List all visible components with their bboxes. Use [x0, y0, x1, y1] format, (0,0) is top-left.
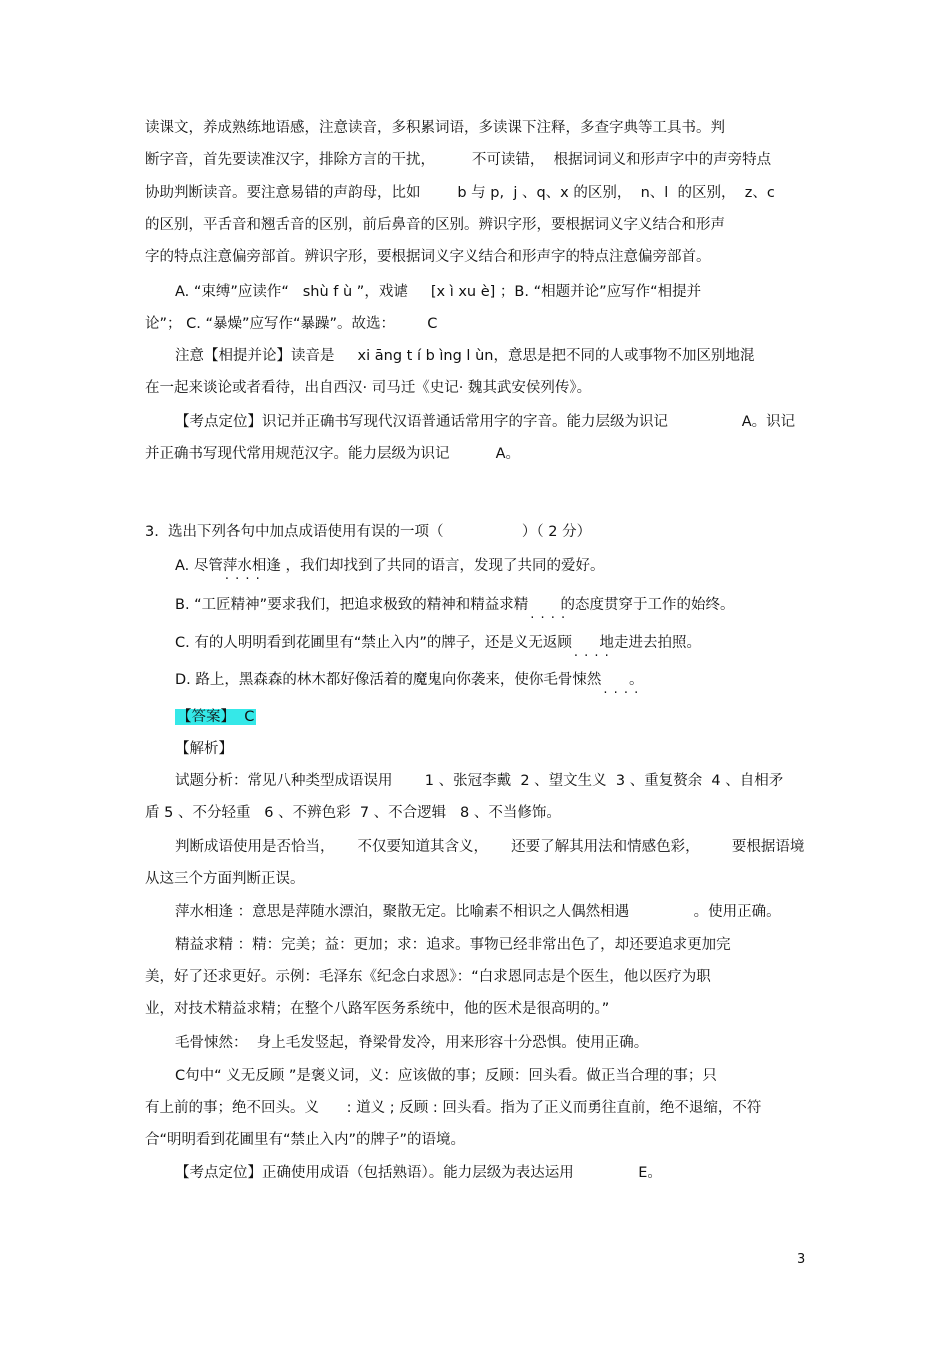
paragraph-line: 美，好了还求更好。示例：毛泽东《纪念白求恩》：“白求恩同志是个医生，他以医疗为职 — [145, 969, 711, 985]
analysis-title: 【解析】 — [175, 741, 233, 757]
paragraph-line: C句中“ 义无反顾 ”是褒义词，义：应该做的事；反顾：回头看。做正当合理的事；只 — [175, 1068, 717, 1084]
question-stem: 3. 选出下列各句中加点成语使用有误的一项（ ）（ 2 分） — [145, 524, 592, 540]
paragraph-line: 协助判断读音。要注意易错的声韵母，比如 b 与 p, j 、q、x 的区别， n、l 的区别， z、c — [145, 185, 775, 201]
paragraph-line: 从这三个方面判断正误。 — [145, 871, 305, 887]
paragraph-line: 在一起来谈论或者看待，出自西汉· 司马迁《史记· 魏其武安侯列传》。 — [145, 380, 592, 396]
paragraph-line: 合“明明看到花圃里有“禁止入内”的牌子”的语境。 — [145, 1132, 466, 1148]
emphasis-dots — [528, 595, 546, 615]
paragraph-line: A. “束缚”应读作“ shù f ù ”，戏谑 [x ì xu è] ；B. “相题并论”应写作“相提并 — [175, 284, 702, 300]
option-b: B. “工匠精神”要求我们，把追求极致的精神和精益求精 · · · · 的态度贯穿于工作的始终。 — [175, 595, 734, 615]
paragraph-line: 毛骨悚然： 身上毛发竖起，脊梁骨发冷，用来形容十分恐惧。使用正确。 — [175, 1035, 649, 1051]
paragraph-line: 试题分析：常见八种类型成语误用 1 、张冠李戴 2 、望文生义 3 、重复赘余 4 、自相矛 — [175, 773, 784, 789]
paragraph-line: 读课文，养成熟练地语感，注意读音，多积累词语，多读课下注释，多查字典等工具书。判 — [145, 120, 725, 136]
paragraph-line: 注意【相提并论】读音是 xi āng t í b ìng l ùn，意思是把不同的人或事物不加区别地混 — [175, 348, 755, 364]
paragraph-line: 并正确书写现代常用规范汉字。能力层级为识记 A。 — [145, 446, 521, 462]
paragraph-line: 萍水相逢 ：意思是萍随水漂泊，聚散无定。比喻素不相识之人偶然相遇 。使用正确。 — [175, 904, 781, 920]
paragraph-line: 判断成语使用是否恰当， 不仅要知道其含义， 还要了解其用法和情感色彩， 要根据语境 — [175, 839, 805, 855]
paragraph-line: 有上前的事；绝不回头。义 : 道义 ; 反顾 : 回头看。指为了正义而勇往直前，绝不退缩，不符 — [145, 1100, 762, 1116]
emphasized-idiom: 萍水相逢 · · · · — [223, 556, 281, 576]
paragraph-line: 的区别，平舌音和翘舌音的区别，前后鼻音的区别。辨识字形，要根据词义字义结合和形声 — [145, 217, 725, 233]
paragraph-line: 业，对技术精益求精；在整个八路军医务系统中，他的医术是很高明的。” — [145, 1001, 610, 1017]
paragraph-line: 论”； C. “暴燥”应写作“暴躁”。故选： C — [145, 316, 438, 332]
paragraph-line: 【考点定位】正确使用成语（包括熟语）。能力层级为表达运用 E。 — [175, 1165, 662, 1181]
paragraph-line: 精益求精 ：精：完美；益：更加；求：追求。事物已经非常出色了，却还要追求更加完 — [175, 937, 731, 953]
option-a: A. 尽管萍水相逢 · · · · ，我们却找到了共同的语言，发现了共同的爱好。 — [175, 556, 605, 576]
answer-label: 【答案】 C — [177, 709, 255, 725]
paragraph-line: 盾 5 、不分轻重 6 、不辨色彩 7 、不合逻辑 8 、不当修饰。 — [145, 805, 561, 821]
paragraph-line: 断字音，首先要读准汉字，排除方言的干扰， 不可读错， 根据词词义和形声字中的声旁特点 — [145, 152, 772, 168]
emphasis-dots — [572, 633, 586, 653]
paragraph-line: 字的特点注意偏旁部首。辨识字形，要根据词义字义结合和形声字的特点注意偏旁部首。 — [145, 249, 711, 265]
option-d: D. 路上，黑森森的林木都好像活着的魔鬼向你袭来，使你毛骨悚然 · · · · 。 — [175, 670, 644, 690]
paragraph-line: 【考点定位】识记并正确书写现代汉语普通话常用字的字音。能力层级为识记 A。识记 — [175, 414, 796, 430]
emphasis-dots — [601, 670, 619, 690]
option-c: C. 有的人明明看到花圃里有“禁止入内”的牌子，还是义无返顾 · · · · 地走进去拍照。 — [175, 633, 701, 653]
page-number: 3 — [797, 1252, 806, 1267]
